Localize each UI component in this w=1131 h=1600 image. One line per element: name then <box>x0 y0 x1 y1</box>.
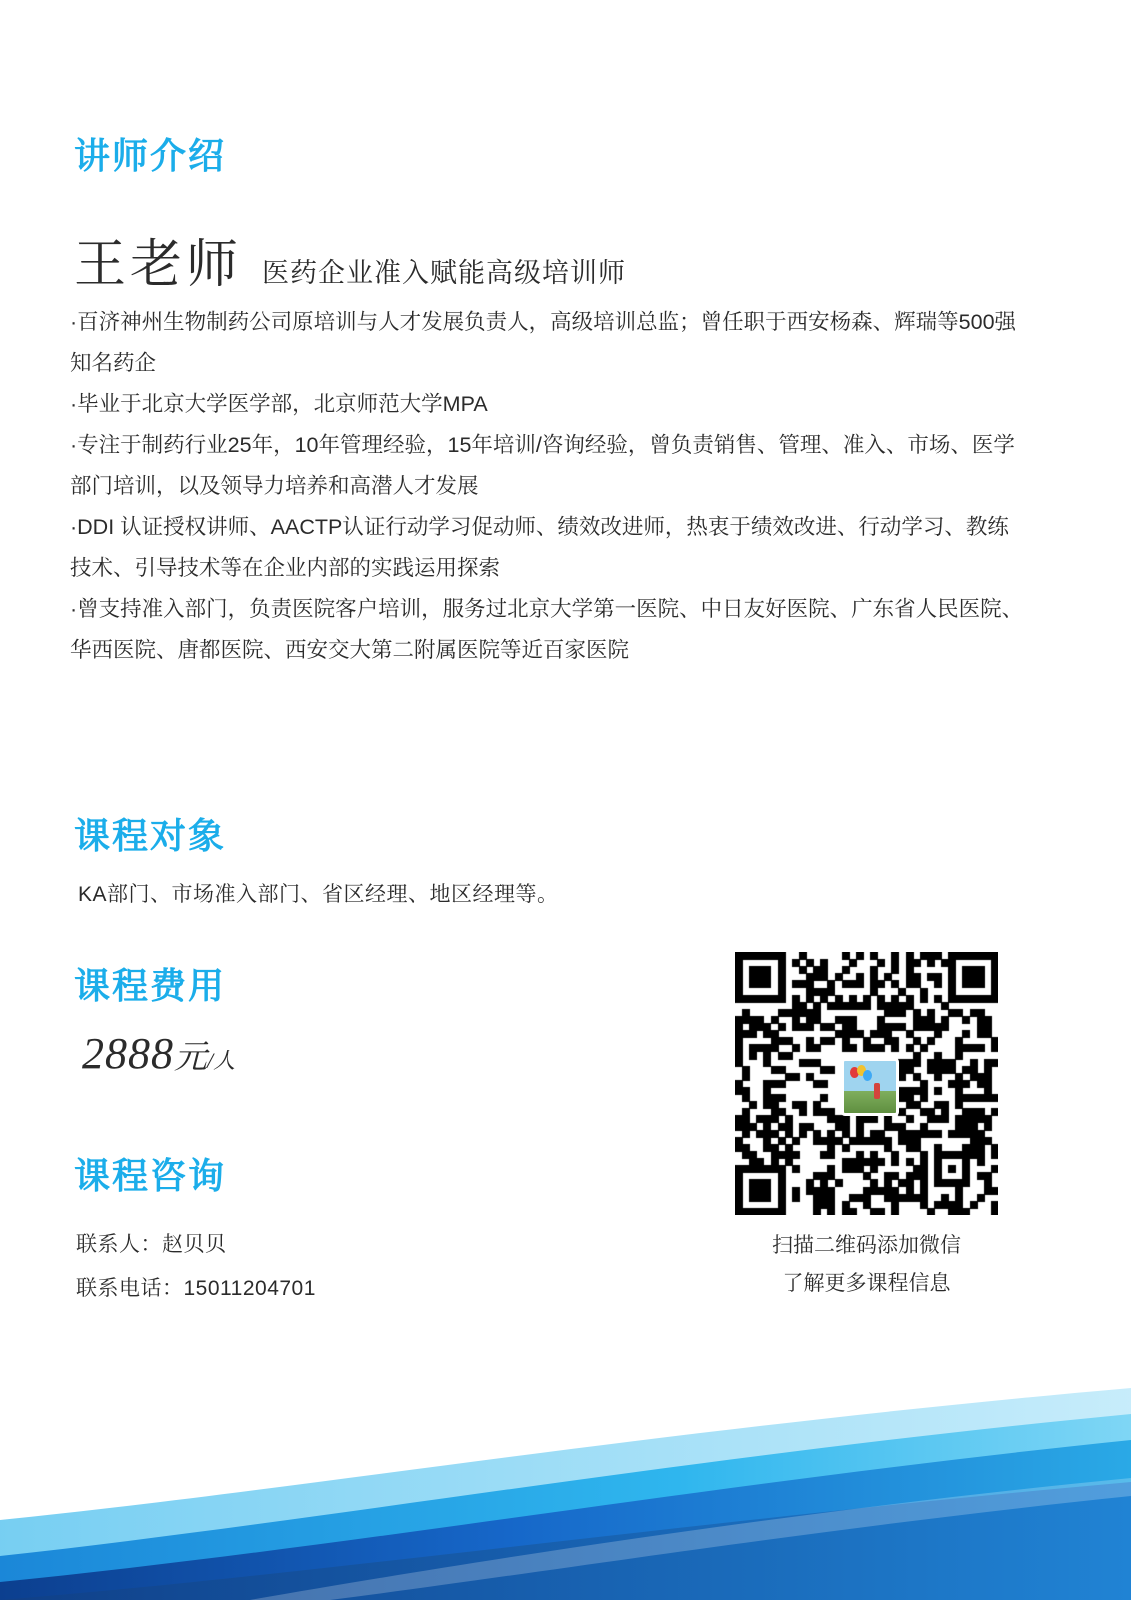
bio-line: ·毕业于北京大学医学部，北京师范大学MPA <box>70 392 488 416</box>
qr-caption <box>735 1227 998 1303</box>
instructor-name-row <box>74 222 626 297</box>
instructor-role: 医药企业准入赋能高级培训师 <box>262 258 627 288</box>
qr-caption-line2: 了解更多课程信息 <box>782 1272 951 1295</box>
balloons-icon <box>850 1065 872 1085</box>
section-title-contact: 课程咨询 <box>74 1155 227 1196</box>
instructor-bio <box>70 302 1030 671</box>
qr-block <box>735 952 998 1303</box>
wechat-avatar-icon <box>841 1058 899 1116</box>
fee-per: /人 <box>207 1048 236 1073</box>
contact-phone: 联系电话：15011204701 <box>76 1277 316 1300</box>
contact-person: 联系人：赵贝贝 <box>76 1233 227 1256</box>
qr-code[interactable] <box>735 952 998 1215</box>
decorative-ribbons <box>0 1370 1131 1600</box>
fee-amount: 2888 <box>82 1029 174 1078</box>
section-title-audience: 课程对象 <box>74 815 227 856</box>
fee-unit: 元 <box>174 1040 207 1076</box>
instructor-name: 王老师 <box>74 236 243 294</box>
bio-line: ·DDI 认证授权讲师、AACTP认证行动学习促动师、绩效改进师，热衷于绩效改进、行动学习、教练技术、引导技术等在企业内部的实践运用探索 <box>70 515 1009 580</box>
bio-line: ·百济神州生物制药公司原培训与人才发展负责人，高级培训总监；曾任职于西安杨森、辉瑞等500强知名药企 <box>70 310 1017 375</box>
section-title-instructor: 讲师介绍 <box>74 135 227 176</box>
person-icon <box>874 1083 880 1099</box>
audience-text: KA部门、市场准入部门、省区经理、地区经理等。 <box>78 883 559 906</box>
bio-line: ·专注于制药行业25年，10年管理经验，15年培训/咨询经验，曾负责销售、管理、准入、市场、医学部门培训，以及领导力培养和高潜人才发展 <box>70 433 1015 498</box>
fee-value <box>82 1028 235 1079</box>
qr-caption-line1: 扫描二维码添加微信 <box>772 1234 961 1257</box>
bio-line: ·曾支持准入部门，负责医院客户培训，服务过北京大学第一医院、中日友好医院、广东省人民医院、华西医院、唐都医院、西安交大第二附属医院等近百家医院 <box>70 597 1024 662</box>
section-title-fee: 课程费用 <box>74 965 227 1006</box>
